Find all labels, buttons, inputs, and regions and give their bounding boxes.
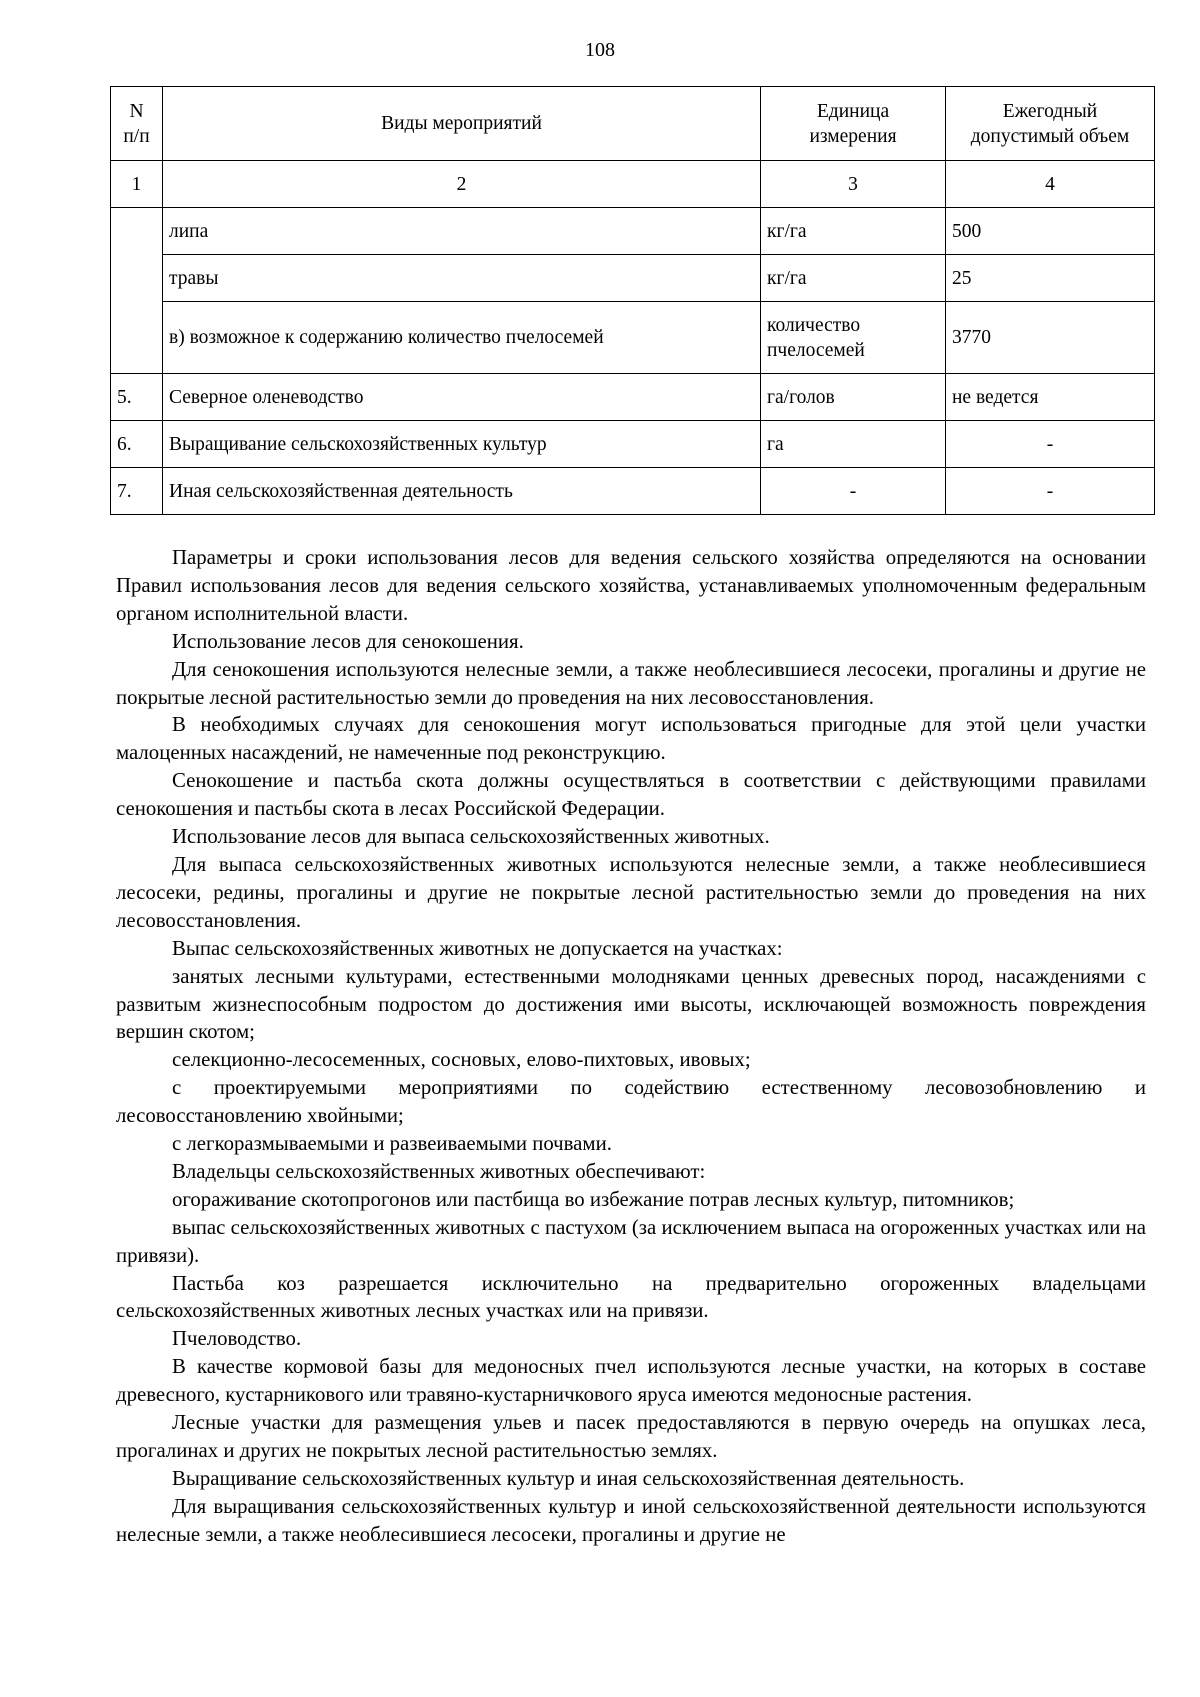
paragraph: занятых лесными культурами, естественными молодняками ценных древесных пород, насаждениями с развитым жизнеспособным подростом до достижения ими высоты, исключающей возможность повреждения вершин скотом; [116,964,1146,1044]
row-unit: га [761,421,946,468]
row-volume: не ведется [946,374,1155,421]
row-unit: количество пчелосемей [761,302,946,374]
header-volume: Ежегодный допустимый объем [946,87,1155,161]
row-kind: липа [163,208,761,255]
table-row [111,421,1155,468]
row-num [111,208,163,374]
activities-table [110,86,1155,515]
body-text [116,544,1146,1549]
column-number: 3 [761,161,946,208]
table-row [111,208,1155,255]
paragraph: Выпас сельскохозяйственных животных не допускается на участках: [172,936,783,960]
paragraph: Для выпаса сельскохозяйственных животных используются нелесные земли, а также необлесившиеся лесосеки, редины, прогалины и другие не покрытые лесной растительностью земли до проведения на них лесовосстановления. [116,852,1146,932]
row-volume: - [946,468,1155,515]
paragraph: Пастьба коз разрешается исключительно на предварительно огороженных владельцами сельскохозяйственных животных лесных участках или на привязи. [116,1271,1146,1323]
paragraph: Использование лесов для выпаса сельскохозяйственных животных. [172,825,770,849]
row-unit: га/голов [761,374,946,421]
row-volume: 25 [946,255,1155,302]
paragraph: с проектируемыми мероприятиями по содействию естественному лесовозобновлению и лесовосстановлению хвойными; [116,1076,1146,1128]
paragraph: Лесные участки для размещения ульев и пасек предоставляются в первую очередь на опушках леса, прогалинах и других не покрытых лесной растительностью землях. [116,1411,1146,1462]
table-row [111,468,1155,515]
paragraph: Пчеловодство. [172,1327,302,1351]
paragraph: селекционно-лесосеменных, сосновых, елово-пихтовых, ивовых; [172,1048,751,1072]
paragraph: Использование лесов для сенокошения. [172,629,524,653]
row-num: 6. [111,421,163,468]
page-number: 108 [585,39,615,61]
table-row [111,374,1155,421]
paragraph: выпас сельскохозяйственных животных с пастухом (за исключением выпаса на огороженных участках или на привязи). [116,1215,1146,1267]
paragraph: Для сенокошения используются нелесные земли, а также необлесившиеся лесосеки, прогалины и другие не покрытые лесной растительностью земли до проведения на них лесовосстановления. [116,657,1146,709]
row-kind: Выращивание сельскохозяйственных культур [163,421,761,468]
paragraph: В необходимых случаях для сенокошения могут использоваться пригодные для этой цели участки малоценных насаждений, не намеченные под реконструкцию. [116,713,1146,765]
paragraph: Для выращивания сельскохозяйственных культур и иной сельскохозяйственной деятельности используются нелесные земли, а также необлесившиеся лесосеки, прогалины и другие не [116,1494,1146,1546]
row-unit: кг/га [761,255,946,302]
row-volume: - [946,421,1155,468]
header-kind: Виды мероприятий [163,87,761,161]
paragraph: огораживание скотопрогонов или пастбища во избежание потрав лесных культур, питомников; [172,1187,1015,1211]
table-row [111,302,1155,374]
row-kind: Иная сельскохозяйственная деятельность [163,468,761,515]
paragraph: Параметры и сроки использования лесов для ведения сельского хозяйства определяются на основании Правил использования лесов для ведения сельского хозяйства, устанавливаемых уполномоченным федеральным органом исполнительной власти. [116,546,1146,625]
paragraph: с легкоразмываемыми и развеиваемыми почвами. [172,1132,612,1156]
row-kind: в) возможное к содержанию количество пчелосемей [163,302,761,374]
table-header-row [111,87,1155,161]
column-number: 2 [163,161,761,208]
header-unit: Единица измерения [761,87,946,161]
row-unit: - [761,468,946,515]
table-row [111,255,1155,302]
row-volume: 3770 [946,302,1155,374]
row-kind: Северное оленеводство [163,374,761,421]
row-kind: травы [163,255,761,302]
column-number-row [111,161,1155,208]
column-number: 1 [111,161,163,208]
header-num: N п/п [111,87,163,161]
row-unit: кг/га [761,208,946,255]
paragraph: В качестве кормовой базы для медоносных пчел используются лесные участки, на которых в составе древесного, кустарникового или травяно-кустарничкового яруса имеются медоносные растения. [116,1355,1146,1407]
column-number: 4 [946,161,1155,208]
row-num: 5. [111,374,163,421]
paragraph: Выращивание сельскохозяйственных культур и иная сельскохозяйственная деятельность. [172,1466,965,1490]
paragraph: Сенокошение и пастьба скота должны осуществляться в соответствии с действующими правилами сенокошения и пастьбы скота в лесах Российской Федерации. [116,769,1146,821]
row-volume: 500 [946,208,1155,255]
paragraph: Владельцы сельскохозяйственных животных обеспечивают: [172,1159,706,1183]
row-num: 7. [111,468,163,515]
